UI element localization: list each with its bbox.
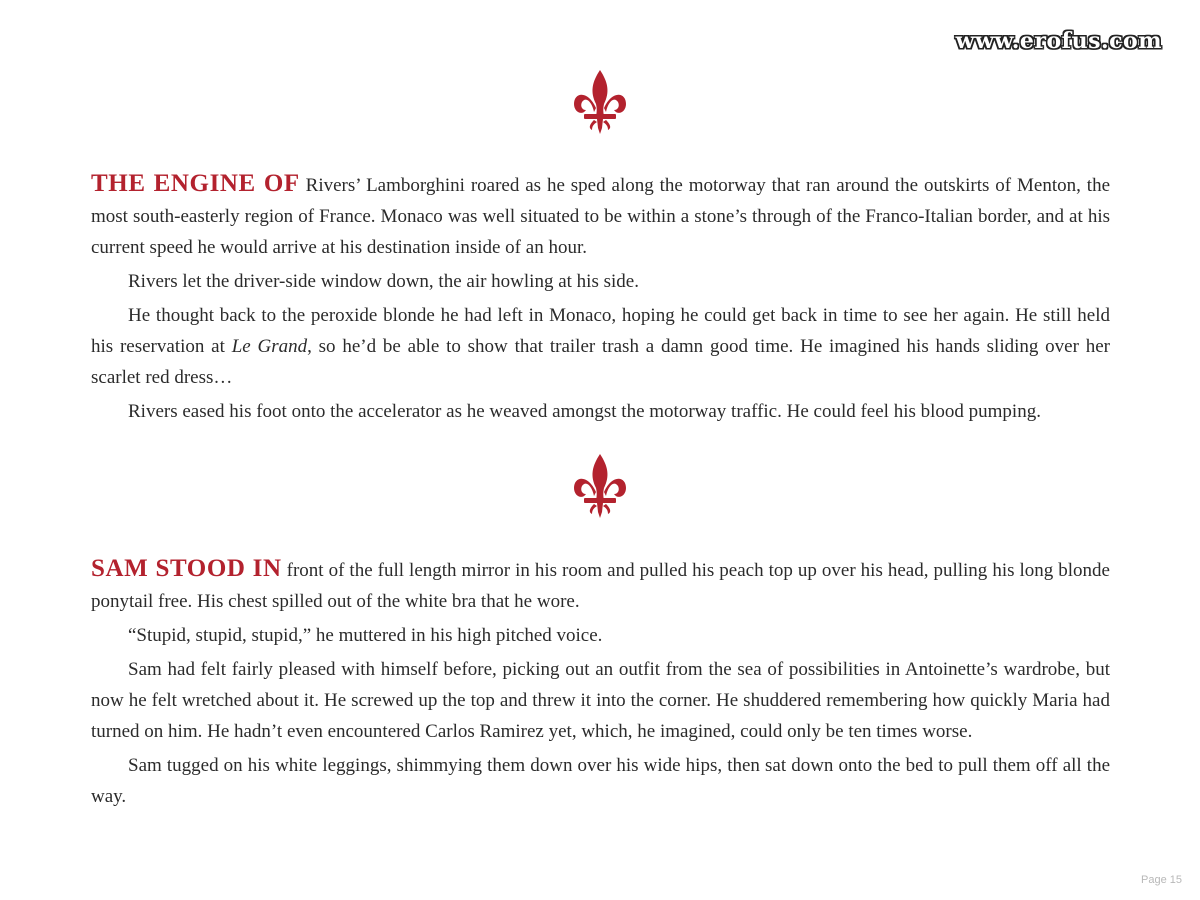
paragraph [91,168,1110,263]
paragraph-text: Rivers’ Lamborghini roared as he sped along the motorway that ran around the outskirts of Menton, the most south-easterly region of France. Monaco was well situated to be within a stone’s through of the Franco-Italian border, and at his current speed he would arrive at his destination inside of an hour. [91,175,1110,258]
fleur-de-lis-icon [570,452,630,522]
paragraph: “Stupid, stupid, stupid,” he muttered in his high pitched voice. [128,625,603,646]
section-sam [91,553,1110,815]
paragraph: Sam tugged on his white leggings, shimmying them down over his wide hips, then sat down onto the bed to pull them off all the way. [91,755,1110,807]
fleur-de-lis-icon-graphic [570,452,630,522]
paragraph-text: front of the full length mirror in his room and pulled his peach top up over his head, pulling his long blonde ponytail free. His chest spilled out of the white bra that he wore. [91,560,1110,612]
lead-in: SAM STOOD IN [91,555,282,582]
paragraph-text: He thought back to the peroxide blonde he had left in Monaco, hoping he could get back in time to see her again. He still held his reservation at [91,305,1110,357]
paragraph: Rivers let the driver-side window down, the air howling at his side. [128,271,639,292]
fleur-de-lis-icon [570,68,630,138]
watermark: www.erofus.com [955,28,1162,54]
fleur-de-lis-icon-graphic [570,68,630,138]
page-number: Page 15 [1141,874,1182,886]
paragraph [91,553,1110,617]
paragraph: Sam had felt fairly pleased with himself before, picking out an outfit from the sea of possibilities in Antoinette’s wardrobe, but now he felt wretched about it. He screwed up the top and threw it into the corner. He shuddered remembering how quickly Maria had turned on him. He hadn’t even encountered Carlos Ramirez yet, which, he imagined, could only be ten times worse. [91,659,1110,742]
paragraph-text: , so he’d be able to show that trailer trash a damn good time. He imagined his hands sliding over her scarlet red dress… [91,336,1110,388]
paragraph: Rivers eased his foot onto the accelerator as he weaved amongst the motorway traffic. He could feel his blood pumping. [128,401,1041,422]
italic-text: Le Grand [231,336,308,357]
lead-in: THE ENGINE OF [91,170,300,197]
paragraph [91,300,1110,393]
section-engine [91,168,1110,430]
